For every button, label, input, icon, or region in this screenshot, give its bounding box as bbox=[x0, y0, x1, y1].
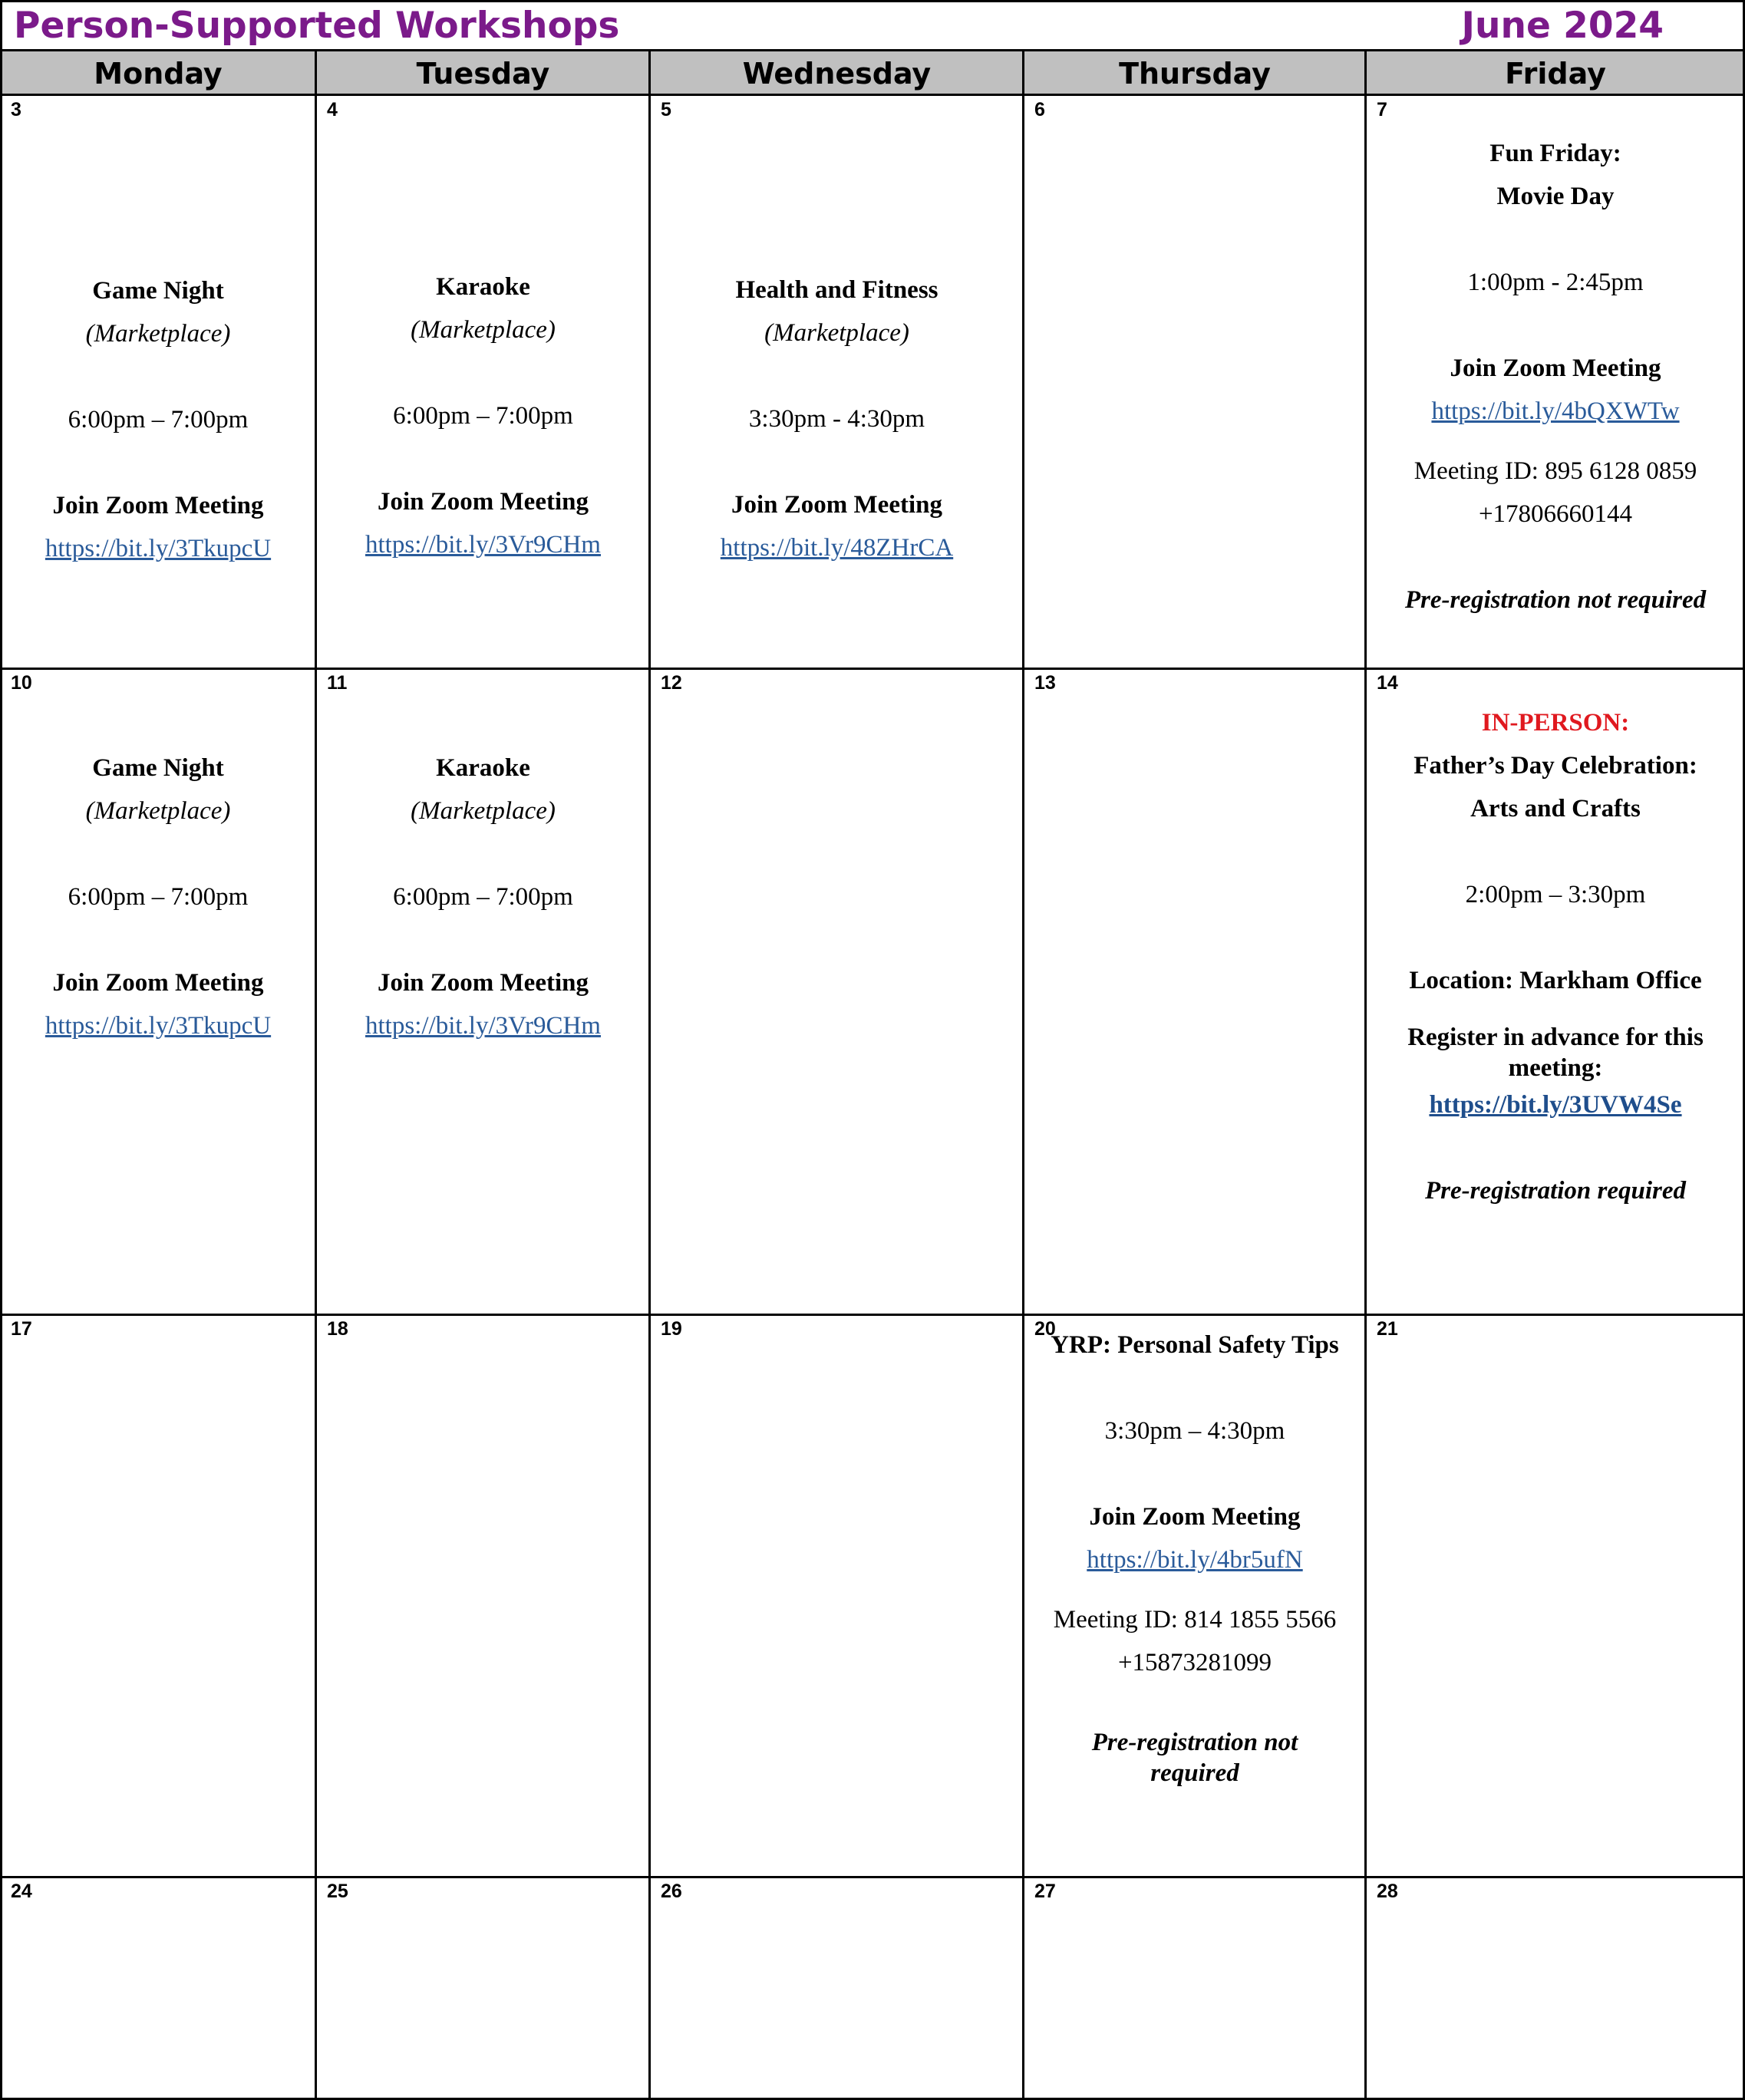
grid-line bbox=[0, 0, 1745, 2]
event-title: Karaoke bbox=[436, 754, 530, 782]
zoom-link[interactable]: https://bit.ly/3Vr9CHm bbox=[365, 1012, 601, 1040]
day-number: 24 bbox=[11, 1881, 32, 1902]
event bbox=[1366, 132, 1745, 621]
month-title: June 2024 bbox=[1461, 5, 1664, 47]
grid-line bbox=[0, 1314, 1745, 1316]
join-zoom-label: Join Zoom Meeting bbox=[378, 969, 589, 997]
day-number: 25 bbox=[327, 1881, 348, 1902]
day-cell bbox=[650, 668, 1024, 1314]
in-person-tag: IN-PERSON: bbox=[1481, 709, 1630, 737]
event-location: Location: Markham Office bbox=[1409, 967, 1702, 994]
grid-line bbox=[0, 0, 2, 49]
register-label-cont: meeting: bbox=[1508, 1054, 1603, 1082]
day-cell bbox=[0, 668, 316, 1314]
registration-link[interactable]: https://bit.ly/3UVW4Se bbox=[1429, 1091, 1682, 1119]
event bbox=[1024, 1324, 1366, 1788]
day-number: 28 bbox=[1377, 1881, 1398, 1902]
event-location: (Marketplace) bbox=[411, 797, 556, 825]
join-zoom-label: Join Zoom Meeting bbox=[731, 491, 942, 519]
header-friday: Friday bbox=[1366, 49, 1745, 95]
day-number: 26 bbox=[661, 1881, 682, 1902]
day-cell bbox=[0, 95, 316, 668]
day-number: 18 bbox=[327, 1318, 348, 1340]
header-monday: Monday bbox=[0, 49, 316, 95]
event bbox=[0, 747, 316, 1047]
registration-note: Pre-registration not required bbox=[1404, 586, 1707, 614]
event bbox=[1366, 701, 1745, 1212]
join-zoom-label: Join Zoom Meeting bbox=[52, 969, 264, 997]
grid-line bbox=[648, 49, 651, 2100]
event-time: 1:00pm - 2:45pm bbox=[1467, 269, 1644, 296]
zoom-link[interactable]: https://bit.ly/4bQXWTw bbox=[1431, 397, 1680, 425]
day-cell bbox=[1024, 1877, 1366, 2100]
event-title: YRP: Personal Safety Tips bbox=[1051, 1331, 1339, 1359]
event-time: 3:30pm - 4:30pm bbox=[748, 405, 925, 433]
event-time: 6:00pm – 7:00pm bbox=[393, 883, 573, 911]
day-number: 27 bbox=[1034, 1881, 1056, 1902]
day-cell bbox=[650, 1314, 1024, 1877]
day-cell bbox=[0, 1877, 316, 2100]
day-number: 4 bbox=[327, 99, 338, 120]
join-zoom-label: Join Zoom Meeting bbox=[1450, 354, 1661, 382]
day-number: 5 bbox=[661, 99, 671, 120]
meeting-id: Meeting ID: 895 6128 0859 bbox=[1413, 457, 1697, 485]
event-location: (Marketplace) bbox=[85, 320, 231, 348]
event-title: Father’s Day Celebration: bbox=[1413, 752, 1697, 780]
day-cell bbox=[1024, 668, 1366, 1314]
day-number: 19 bbox=[661, 1318, 682, 1340]
day-number: 14 bbox=[1377, 672, 1398, 694]
day-cell bbox=[316, 95, 650, 668]
event bbox=[0, 269, 316, 570]
registration-note-cont: required bbox=[1150, 1759, 1239, 1787]
header-thursday: Thursday bbox=[1024, 49, 1366, 95]
day-number: 12 bbox=[661, 672, 682, 694]
day-number: 20 bbox=[1034, 1318, 1056, 1340]
registration-note: Pre-registration not bbox=[1091, 1729, 1298, 1756]
day-cell bbox=[650, 1877, 1024, 2100]
grid-line bbox=[0, 1876, 1745, 1878]
event-time: 6:00pm – 7:00pm bbox=[68, 406, 249, 434]
grid-line bbox=[315, 49, 317, 2100]
grid-line bbox=[1022, 49, 1024, 2100]
day-number: 6 bbox=[1034, 99, 1045, 120]
day-number: 11 bbox=[327, 672, 348, 694]
day-cell bbox=[316, 668, 650, 1314]
event-title: Game Night bbox=[92, 277, 224, 305]
event-time: 3:30pm – 4:30pm bbox=[1104, 1417, 1285, 1445]
day-number: 10 bbox=[11, 672, 32, 694]
zoom-link[interactable]: https://bit.ly/3TkupcU bbox=[45, 1012, 272, 1040]
day-number: 7 bbox=[1377, 99, 1387, 120]
day-cell bbox=[1024, 95, 1366, 668]
day-number: 3 bbox=[11, 99, 21, 120]
join-zoom-label: Join Zoom Meeting bbox=[378, 488, 589, 516]
header-wednesday: Wednesday bbox=[650, 49, 1024, 95]
day-cell bbox=[1366, 1314, 1745, 1877]
day-cell bbox=[1366, 1877, 1745, 2100]
day-cell bbox=[316, 1877, 650, 2100]
header-tuesday: Tuesday bbox=[316, 49, 650, 95]
page-title: Person-Supported Workshops bbox=[14, 5, 620, 47]
day-number: 13 bbox=[1034, 672, 1056, 694]
day-number: 17 bbox=[11, 1318, 32, 1340]
meeting-id: Meeting ID: 814 1855 5566 bbox=[1053, 1606, 1337, 1634]
day-cell bbox=[1366, 95, 1745, 668]
event-time: 6:00pm – 7:00pm bbox=[68, 883, 249, 911]
zoom-link[interactable]: https://bit.ly/4br5ufN bbox=[1087, 1546, 1303, 1574]
join-zoom-label: Join Zoom Meeting bbox=[1089, 1503, 1301, 1531]
register-label: Register in advance for this bbox=[1407, 1024, 1704, 1051]
day-cell bbox=[0, 1314, 316, 1877]
day-cell bbox=[1024, 1314, 1366, 1877]
grid-line bbox=[0, 94, 1745, 96]
join-zoom-label: Join Zoom Meeting bbox=[52, 492, 264, 519]
grid-line bbox=[0, 668, 1745, 670]
event-location: (Marketplace) bbox=[85, 797, 231, 825]
event-time: 2:00pm – 3:30pm bbox=[1465, 881, 1646, 908]
day-number: 21 bbox=[1377, 1318, 1398, 1340]
event-subtitle: Movie Day bbox=[1496, 183, 1615, 210]
event-title: Game Night bbox=[92, 754, 224, 782]
event-location: (Marketplace) bbox=[411, 316, 556, 344]
event bbox=[316, 265, 650, 566]
event-title: Fun Friday: bbox=[1489, 140, 1621, 167]
event-time: 6:00pm – 7:00pm bbox=[393, 402, 573, 430]
phone-number: +15873281099 bbox=[1117, 1649, 1272, 1676]
grid-line bbox=[1364, 49, 1367, 2100]
zoom-link[interactable]: https://bit.ly/48ZHrCA bbox=[720, 534, 954, 562]
event-subtitle: Arts and Crafts bbox=[1470, 795, 1641, 823]
day-cell bbox=[316, 1314, 650, 1877]
day-cell bbox=[1366, 668, 1745, 1314]
grid-line bbox=[0, 49, 2, 2100]
event-location: (Marketplace) bbox=[764, 319, 909, 347]
zoom-link[interactable]: https://bit.ly/3TkupcU bbox=[45, 535, 272, 562]
phone-number: +17806660144 bbox=[1478, 500, 1633, 528]
event-title: Karaoke bbox=[436, 273, 530, 301]
event bbox=[316, 747, 650, 1047]
registration-note: Pre-registration required bbox=[1424, 1177, 1687, 1205]
event-title: Health and Fitness bbox=[735, 276, 938, 304]
zoom-link[interactable]: https://bit.ly/3Vr9CHm bbox=[365, 531, 601, 559]
day-cell bbox=[650, 95, 1024, 668]
event bbox=[650, 269, 1024, 569]
